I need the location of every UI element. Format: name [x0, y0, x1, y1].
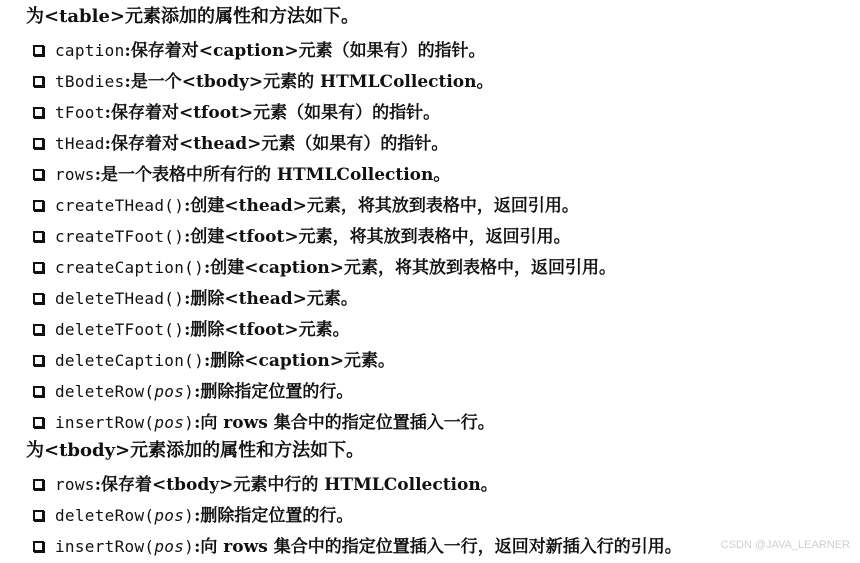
list-item: [33, 469, 860, 500]
square-bullet-icon: [33, 138, 44, 149]
member-description: 向 rows 集合中的指定位置插入一行，返回对新插入行的引用。: [200, 536, 682, 557]
list-item: [33, 376, 860, 407]
list-item: [33, 283, 860, 314]
table-members-list: [0, 35, 860, 438]
member-name: deleteTFoot(: [55, 319, 175, 339]
member-close: ): [174, 195, 185, 215]
member-separator: :: [194, 536, 201, 557]
member-close: ): [184, 536, 195, 556]
member-name: deleteRow(: [55, 505, 155, 525]
member-description: 保存着对<tfoot>元素（如果有）的指针。: [110, 102, 441, 123]
member-separator: :: [104, 133, 111, 154]
member-description: 保存着对<caption>元素（如果有）的指针。: [130, 40, 486, 61]
member-name: createCaption(: [55, 257, 195, 277]
list-item: [33, 97, 860, 128]
member-description: 创建<thead>元素，将其放到表格中，返回引用。: [190, 195, 579, 216]
list-item: [33, 159, 860, 190]
member-separator: :: [204, 350, 211, 371]
square-bullet-icon: [33, 231, 44, 242]
member-separator: :: [104, 102, 111, 123]
member-name: tHead: [55, 133, 105, 153]
member-name: tFoot: [55, 102, 105, 122]
member-description: 保存着对<thead>元素（如果有）的指针。: [110, 133, 449, 154]
list-item: [33, 35, 860, 66]
section-heading-tbody: 为<tbody>元素添加的属性和方法如下。: [26, 440, 365, 461]
member-separator: :: [184, 226, 191, 247]
member-close: ): [194, 257, 204, 277]
member-close: ): [194, 350, 204, 370]
member-separator: :: [184, 195, 191, 216]
member-description: 删除指定位置的行。: [200, 505, 354, 526]
member-close: ): [174, 226, 185, 246]
member-separator: :: [184, 319, 191, 340]
member-name: deleteRow(: [55, 381, 155, 401]
list-item: [33, 190, 860, 221]
member-description: 向 rows 集合中的指定位置插入一行。: [200, 412, 495, 433]
square-bullet-icon: [33, 417, 44, 428]
square-bullet-icon: [33, 45, 44, 56]
member-param: pos: [154, 412, 185, 432]
member-description: 创建<tfoot>元素，将其放到表格中，返回引用。: [190, 226, 571, 247]
member-separator: :: [194, 505, 201, 526]
list-item: [33, 345, 860, 376]
square-bullet-icon: [33, 386, 44, 397]
member-description: 创建<caption>元素，将其放到表格中，返回引用。: [210, 257, 617, 278]
square-bullet-icon: [33, 355, 44, 366]
member-name: rows: [55, 164, 95, 184]
member-description: 是一个<tbody>元素的 HTMLCollection。: [130, 71, 494, 92]
member-separator: :: [94, 164, 102, 185]
member-separator: :: [204, 257, 211, 278]
member-param: pos: [154, 381, 185, 401]
member-name: tBodies: [55, 71, 125, 91]
member-separator: :: [124, 40, 131, 61]
list-item: [33, 252, 860, 283]
square-bullet-icon: [33, 262, 44, 273]
member-description: 删除<tfoot>元素。: [190, 319, 350, 340]
square-bullet-icon: [33, 200, 44, 211]
square-bullet-icon: [33, 107, 44, 118]
member-name: rows: [55, 474, 95, 494]
member-close: ): [184, 505, 195, 525]
member-close: ): [174, 288, 185, 308]
member-param: pos: [154, 505, 185, 525]
member-separator: :: [94, 474, 102, 495]
member-description: 删除指定位置的行。: [200, 381, 354, 402]
member-name: deleteCaption(: [55, 350, 195, 370]
square-bullet-icon: [33, 479, 44, 490]
square-bullet-icon: [33, 76, 44, 87]
watermark: CSDN @JAVA_LEARNER: [720, 539, 850, 551]
member-name: insertRow(: [55, 536, 155, 556]
member-description: 是一个表格中所有行的 HTMLCollection。: [101, 164, 451, 185]
list-item: [33, 221, 860, 252]
member-separator: :: [194, 412, 201, 433]
list-item: [33, 66, 860, 97]
member-name: createTHead(: [55, 195, 175, 215]
list-item: [33, 407, 860, 438]
member-separator: :: [184, 288, 191, 309]
square-bullet-icon: [33, 324, 44, 335]
member-description: 删除<caption>元素。: [210, 350, 396, 371]
member-name: deleteTHead(: [55, 288, 175, 308]
list-item: [33, 314, 860, 345]
square-bullet-icon: [33, 169, 44, 180]
member-param: pos: [154, 536, 185, 556]
member-close: ): [174, 319, 185, 339]
square-bullet-icon: [33, 293, 44, 304]
list-item: [33, 500, 860, 531]
member-description: 保存着<tbody>元素中行的 HTMLCollection。: [101, 474, 498, 495]
member-name: insertRow(: [55, 412, 155, 432]
member-close: ): [184, 381, 195, 401]
member-name: createTFoot(: [55, 226, 175, 246]
section-heading-table: 为<table>元素添加的属性和方法如下。: [26, 6, 360, 27]
member-separator: :: [194, 381, 201, 402]
member-close: ): [184, 412, 195, 432]
square-bullet-icon: [33, 510, 44, 521]
member-separator: :: [124, 71, 131, 92]
member-description: 删除<thead>元素。: [190, 288, 358, 309]
square-bullet-icon: [33, 541, 44, 552]
list-item: [33, 128, 860, 159]
member-name: caption: [55, 40, 125, 60]
